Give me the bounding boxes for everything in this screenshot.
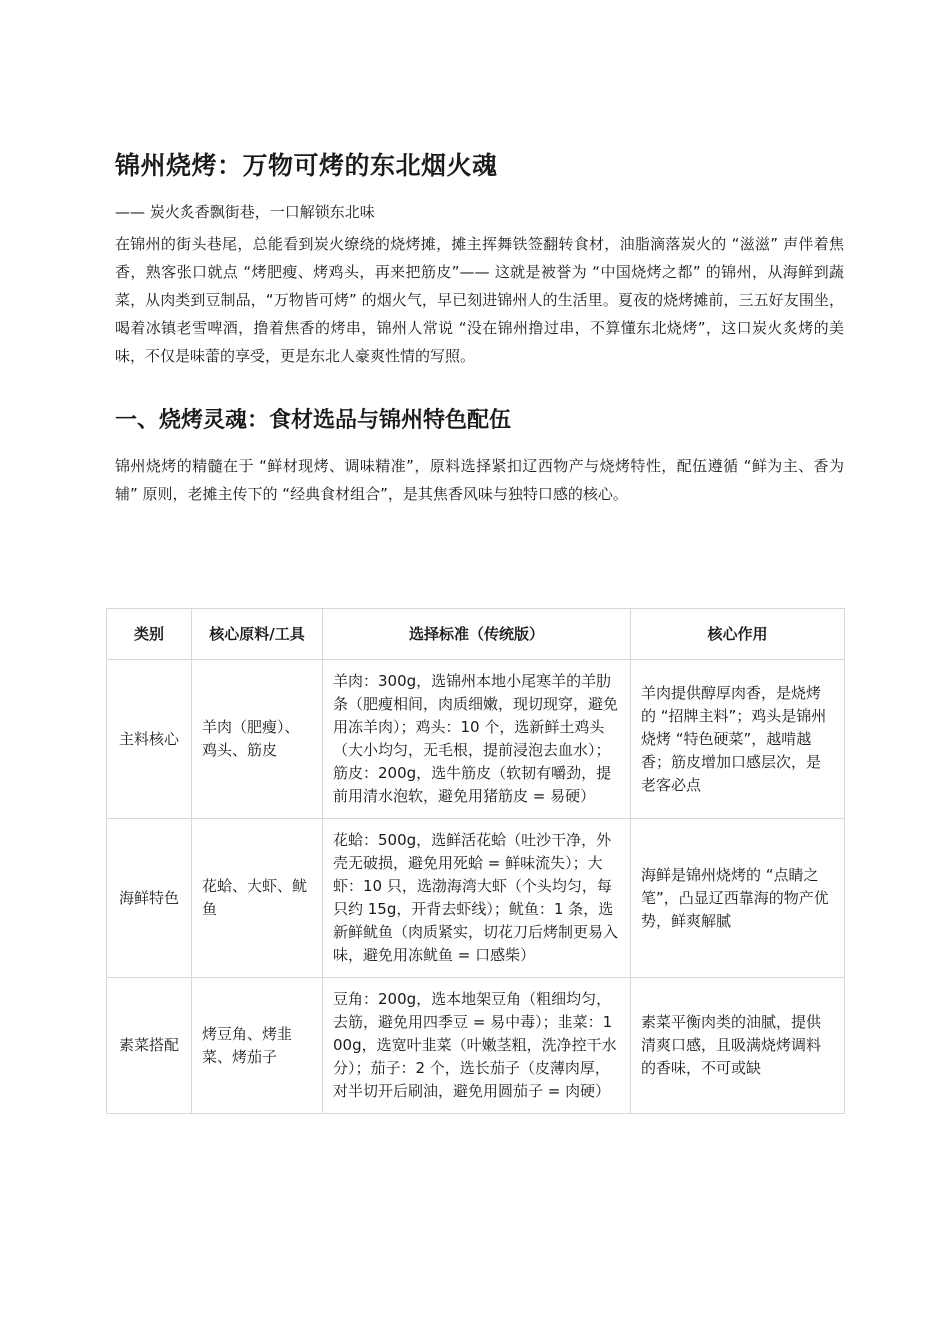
intro-paragraph: 在锦州的街头巷尾，总能看到炭火缭绕的烧烤摊，摊主挥舞铁签翻转食材，油脂滴落炭火的 “滋滋” 声伴着焦香，熟客张口就点 “烤肥瘦、烤鸡头，再来把筋皮”—— 这就是被誉为 “中国烧烤之都” 的锦州，从海鲜到蔬菜，从肉类到豆制品，“万物皆可烤” 的烟火气，早已刻进锦州人的生活里。夏夜的烧烤摊前，三五好友围坐，喝着冰镇老雪啤酒，撸着焦香的烤串，锦州人常说 “没在锦州撸过串，不算懂东北烧烤”，这口炭火炙烤的美味，不仅是味蕾的享受，更是东北人豪爽性情的写照。 bbox=[115, 235, 844, 365]
table-header-row bbox=[107, 609, 845, 660]
table-row bbox=[107, 660, 845, 819]
cell-standard: 花蛤：500g，选鲜活花蛤（吐沙干净，外壳无破损，避免用死蛤 = 鲜味流失）；大虾：10 只，选渤海湾大虾（个头均匀，每只约 15g，开背去虾线）；鱿鱼：1 条，选新鲜鱿鱼（肉质紧实，切花刀后烤制更易入味，避免用冻鱿鱼 = 口感柴） bbox=[323, 819, 631, 978]
ingredients-table bbox=[106, 608, 845, 1114]
header-standard: 选择标准（传统版） bbox=[323, 609, 631, 660]
cell-standard: 羊肉：300g，选锦州本地小尾寒羊的羊肋条（肥瘦相间，肉质细嫩，现切现穿，避免用冻羊肉）；鸡头：10 个，选新鲜土鸡头（大小均匀，无毛根，提前浸泡去血水）；筋皮：200g，选牛筋皮（软韧有嚼劲，提前用清水泡软，避免用猪筋皮 = 易硬） bbox=[323, 660, 631, 819]
table-row bbox=[107, 819, 845, 978]
section-title: 一、烧烤灵魂：食材选品与锦州特色配伍 bbox=[115, 408, 512, 433]
cell-role: 海鲜是锦州烧烤的 “点睛之笔”，凸显辽西靠海的物产优势，鲜爽解腻 bbox=[631, 819, 845, 978]
cell-category: 素菜搭配 bbox=[107, 978, 192, 1114]
cell-role: 羊肉提供醇厚肉香，是烧烤的 “招牌主料”；鸡头是锦州烧烤 “特色硬菜”，越啃越香；筋皮增加口感层次，是老客必点 bbox=[631, 660, 845, 819]
header-materials: 核心原料/工具 bbox=[192, 609, 323, 660]
page-title: 锦州烧烤：万物可烤的东北烟火魂 bbox=[115, 151, 498, 180]
header-role: 核心作用 bbox=[631, 609, 845, 660]
cell-category: 海鲜特色 bbox=[107, 819, 192, 978]
header-category: 类别 bbox=[107, 609, 192, 660]
cell-category: 主料核心 bbox=[107, 660, 192, 819]
cell-materials: 烤豆角、烤韭菜、烤茄子 bbox=[192, 978, 323, 1114]
subtitle: —— 炭火炙香飘街巷，一口解锁东北味 bbox=[115, 203, 375, 221]
cell-materials: 羊肉（肥瘦）、鸡头、筋皮 bbox=[192, 660, 323, 819]
section-paragraph: 锦州烧烤的精髓在于 “鲜材现烤、调味精准”，原料选择紧扣辽西物产与烧烤特性，配伍遵循 “鲜为主、香为辅” 原则，老摊主传下的 “经典食材组合”，是其焦香风味与独特口感的核心。 bbox=[115, 457, 844, 503]
cell-materials: 花蛤、大虾、鱿鱼 bbox=[192, 819, 323, 978]
ingredients-table-wrap bbox=[106, 608, 844, 1114]
table-row bbox=[107, 978, 845, 1114]
cell-role: 素菜平衡肉类的油腻，提供清爽口感，且吸满烧烤调料的香味，不可或缺 bbox=[631, 978, 845, 1114]
cell-standard: 豆角：200g，选本地架豆角（粗细均匀，去筋，避免用四季豆 = 易中毒）；韭菜：100g，选宽叶韭菜（叶嫩茎粗，洗净控干水分）；茄子：2 个，选长茄子（皮薄肉厚，对半切开后刷油，避免用圆茄子 = 肉硬） bbox=[323, 978, 631, 1114]
